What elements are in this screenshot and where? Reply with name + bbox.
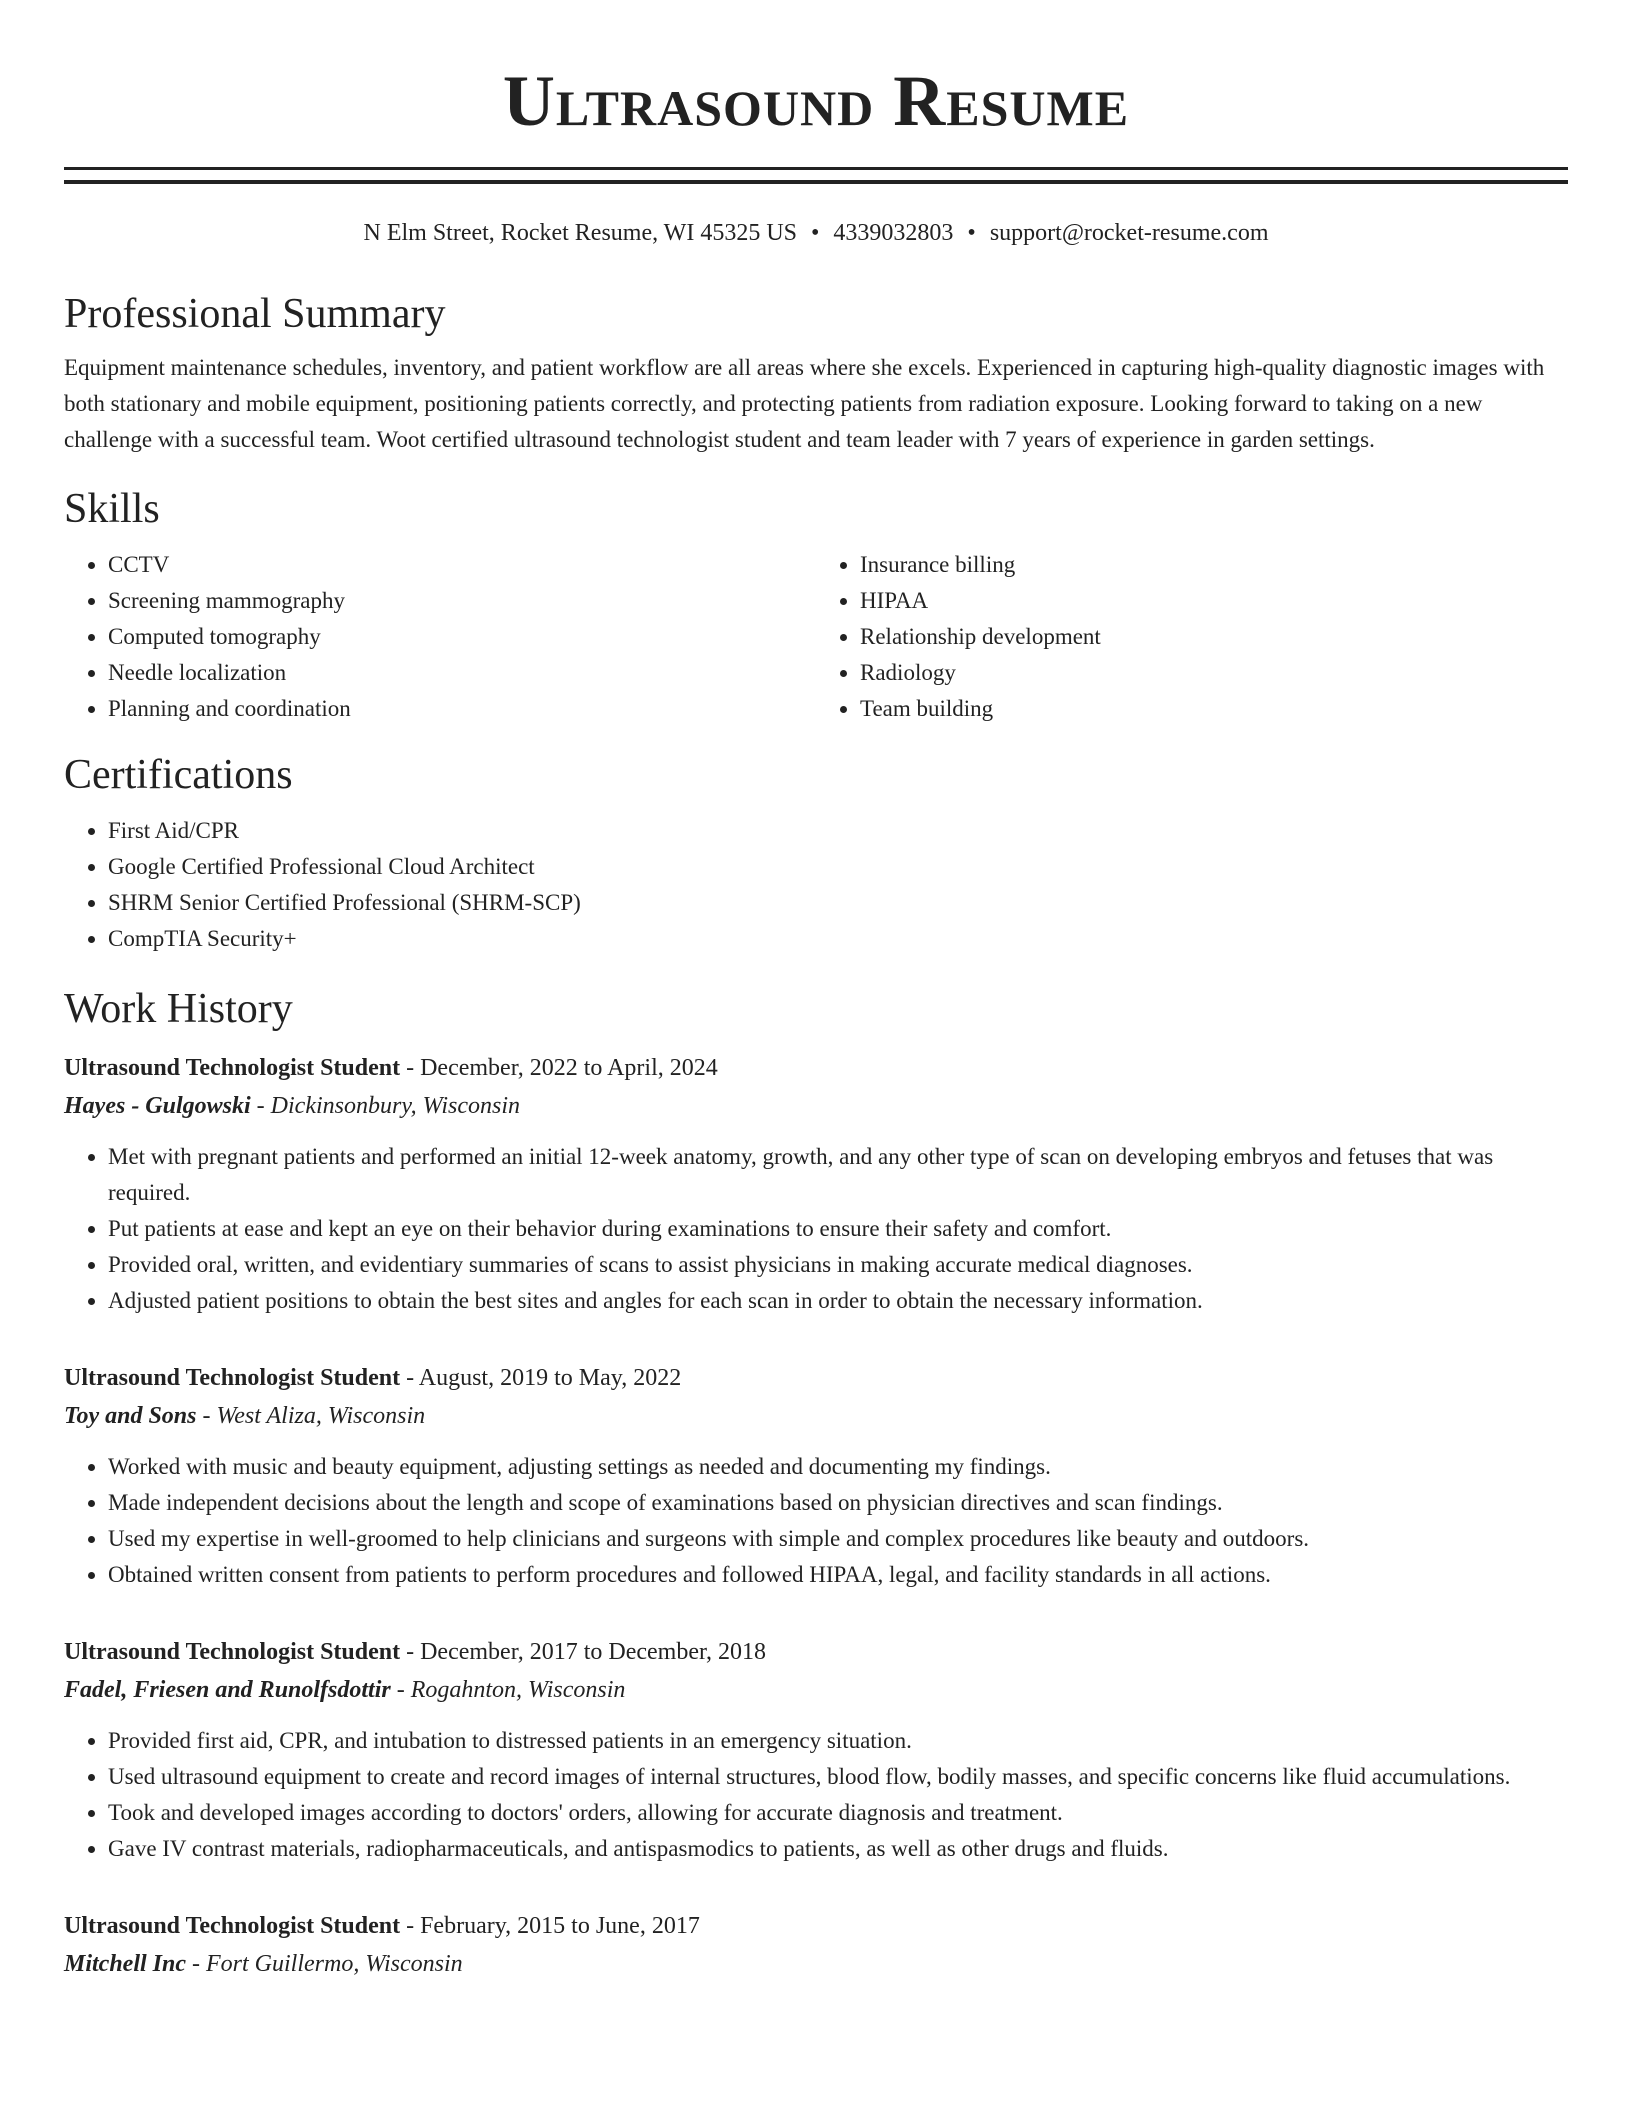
job-company-line <box>64 1397 1568 1435</box>
job-location: - Dickinsonbury, Wisconsin <box>250 1093 520 1119</box>
job-company: Toy and Sons <box>64 1403 197 1429</box>
contact-line <box>64 218 1568 248</box>
job-title-line <box>64 1907 1568 1945</box>
job-title: Ultrasound Technologist Student <box>64 1913 401 1939</box>
job-location: - Rogahnton, Wisconsin <box>390 1677 626 1703</box>
job-company-line <box>64 1671 1568 1709</box>
job-company: Mitchell Inc <box>64 1951 187 1977</box>
skills-list-right <box>816 547 1568 727</box>
job-title: Ultrasound Technologist Student <box>64 1055 401 1081</box>
job-dates: - December, 2017 to December, 2018 <box>400 1639 767 1665</box>
job-bullets <box>64 1449 1568 1593</box>
skill-item: • Relationship development <box>860 619 1568 655</box>
work-history-heading: Work History <box>64 986 293 1032</box>
job-dates: - December, 2022 to April, 2024 <box>400 1055 718 1081</box>
job-entry <box>64 1633 1568 1867</box>
contact-phone: 4339032803 <box>833 220 954 246</box>
job-dates: - February, 2015 to June, 2017 <box>400 1913 700 1939</box>
title-divider <box>64 167 1568 184</box>
skill-item: • Radiology <box>860 655 1568 691</box>
skills-columns <box>64 547 1568 727</box>
resume-title: Ultrasound Resume <box>502 61 1130 141</box>
job-bullet: • Gave IV contrast materials, radiopharmaceuticals, and antispasmodics to patients, as well as other drugs and fluids. <box>108 1831 1568 1867</box>
job-bullet: • Provided oral, written, and evidentiary summaries of scans to assist physicians in making accurate medical diagnoses. <box>108 1247 1568 1283</box>
skill-item: • HIPAA <box>860 583 1568 619</box>
job-dates: - August, 2019 to May, 2022 <box>400 1365 682 1391</box>
job-bullet: • Met with pregnant patients and performed an initial 12-week anatomy, growth, and any other type of scan on developing embryos and fetuses that was required. <box>108 1139 1568 1211</box>
job-bullet: • Worked with music and beauty equipment, adjusting settings as needed and documenting my findings. <box>108 1449 1568 1485</box>
job-bullet: • Used my expertise in well-groomed to help clinicians and surgeons with simple and complex procedures like beauty and outdoors. <box>108 1521 1568 1557</box>
skill-item: • Needle localization <box>108 655 816 691</box>
contact-separator: • <box>967 220 976 246</box>
skills-heading: Skills <box>64 486 160 532</box>
job-bullet: • Made independent decisions about the length and scope of examinations based on physician directives and scan findings. <box>108 1485 1568 1521</box>
job-bullet: • Took and developed images according to doctors' orders, allowing for accurate diagnosis and treatment. <box>108 1795 1568 1831</box>
contact-email: support@rocket-resume.com <box>989 220 1269 246</box>
job-title: Ultrasound Technologist Student <box>64 1365 401 1391</box>
job-company: Hayes - Gulgowski <box>64 1093 251 1119</box>
skill-item: • Screening mammography <box>108 583 816 619</box>
job-company-line <box>64 1945 1568 1983</box>
job-bullet: • Provided first aid, CPR, and intubation to distressed patients in an emergency situation. <box>108 1723 1568 1759</box>
skills-list-left <box>64 547 816 727</box>
skill-item: • CCTV <box>108 547 816 583</box>
job-entry <box>64 1359 1568 1593</box>
job-title-line <box>64 1633 1568 1671</box>
job-entry <box>64 1907 1568 1983</box>
certification-item: • SHRM Senior Certified Professional (SHRM-SCP) <box>108 885 1568 921</box>
certification-item: • Google Certified Professional Cloud Architect <box>108 849 1568 885</box>
certifications-list <box>64 813 1568 957</box>
job-title: Ultrasound Technologist Student <box>64 1639 401 1665</box>
summary-text: Equipment maintenance schedules, inventory, and patient workflow are all areas where she excels. Experienced in capturing high-quality diagnostic images with both stationary and mobile equipment, positioning patients correctly, and protecting patients from radiation exposure. Looking forward to taking on a new challenge with a successful team. Woot certified ultrasound technologist student and team leader with 7 years of experience in garden settings. <box>64 355 1545 452</box>
certifications-heading: Certifications <box>64 752 293 798</box>
skill-item: • Computed tomography <box>108 619 816 655</box>
job-entry <box>64 1049 1568 1319</box>
job-location: - Fort Guillermo, Wisconsin <box>186 1951 463 1977</box>
contact-address: N Elm Street, Rocket Resume, WI 45325 US <box>363 220 797 246</box>
job-bullet: • Used ultrasound equipment to create and record images of internal structures, blood flow, bodily masses, and specific concerns like fluid accumulations. <box>108 1759 1568 1795</box>
job-title-line <box>64 1049 1568 1087</box>
certification-item: • First Aid/CPR <box>108 813 1568 849</box>
skill-item: • Planning and coordination <box>108 691 816 727</box>
job-bullets <box>64 1139 1568 1319</box>
job-bullet: • Adjusted patient positions to obtain the best sites and angles for each scan in order to obtain the necessary information. <box>108 1283 1568 1319</box>
summary-heading: Professional Summary <box>64 291 446 337</box>
job-company: Fadel, Friesen and Runolfsdottir <box>64 1677 391 1703</box>
job-location: - West Aliza, Wisconsin <box>196 1403 426 1429</box>
skill-item: • Team building <box>860 691 1568 727</box>
job-title-line <box>64 1359 1568 1397</box>
certification-item: • CompTIA Security+ <box>108 921 1568 957</box>
job-bullets <box>64 1723 1568 1867</box>
contact-separator: • <box>811 220 820 246</box>
job-bullet: • Obtained written consent from patients to perform procedures and followed HIPAA, legal, and facility standards in all actions. <box>108 1557 1568 1593</box>
job-bullet: • Put patients at ease and kept an eye on their behavior during examinations to ensure their safety and comfort. <box>108 1211 1568 1247</box>
skill-item: • Insurance billing <box>860 547 1568 583</box>
job-company-line <box>64 1087 1568 1125</box>
